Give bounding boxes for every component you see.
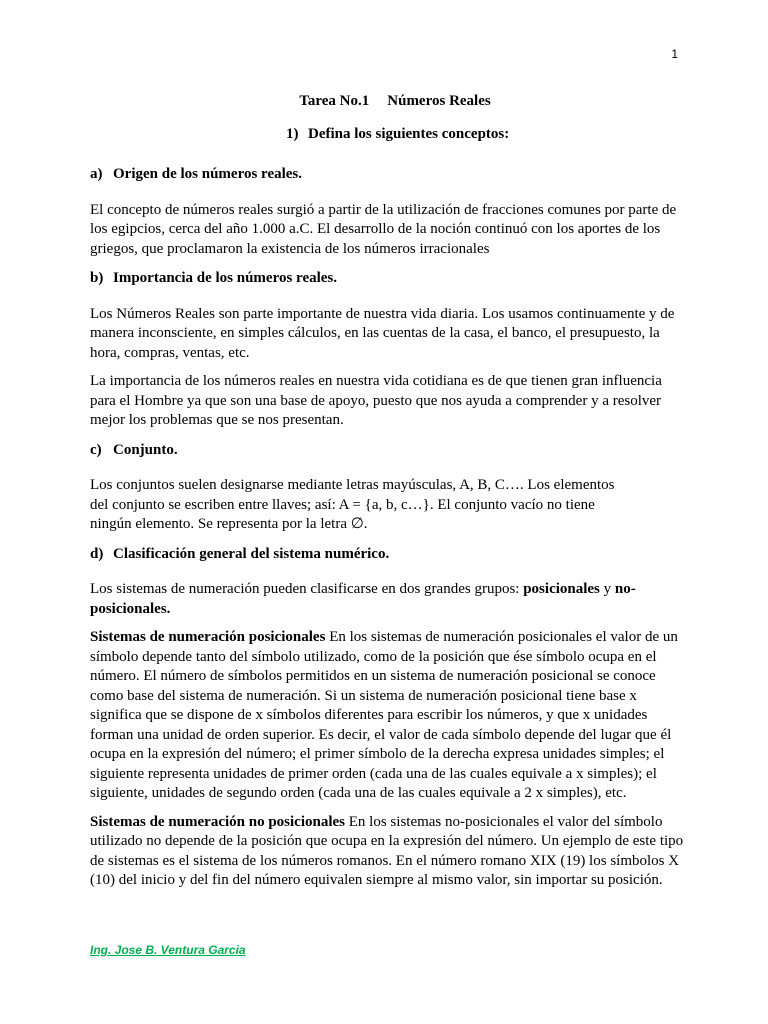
intro-text: Los sistemas de numeración pueden clasificarse en dos grandes grupos: (90, 581, 524, 597)
question-text: Defina los siguientes conceptos: (308, 125, 510, 142)
section-title: Origen de los números reales. (113, 166, 303, 182)
section-title: Clasificación general del sistema numérico. (113, 545, 390, 562)
classification-intro (90, 580, 690, 619)
non-positional-term: no-posicionales. (90, 581, 636, 617)
paragraph: Los conjuntos suelen designarse mediante letras mayúsculas, A, B, C…. Los elementos del conjunto se escriben entre llaves; así: A = {a, b, c…}. El conjunto vacío no tiene ningún elemento. Se representa por la letra ∅. (90, 477, 615, 532)
section-letter: d) (90, 545, 104, 562)
positional-term: posicionales (523, 581, 600, 597)
non-positional-label: Sistemas de numeración no posicionales (90, 813, 346, 830)
title-topic: Números Reales (387, 93, 491, 109)
positional-paragraph (90, 628, 690, 804)
paragraph: El concepto de números reales surgió a partir de la utilización de fracciones comunes por parte de los egipcios, cerca del año 1.000 a.C. El desarrollo de la noción continuó con los aportes de los griegos, que proclamaron la existencia de los números irracionales (90, 201, 677, 257)
section-heading-b (90, 269, 690, 289)
section-heading-d (90, 545, 690, 565)
question-heading (90, 125, 690, 145)
intro-connector: y (599, 581, 615, 597)
document-body (90, 92, 690, 900)
question-number: 1) (286, 125, 299, 142)
positional-text: En los sistemas de numeración posicionales el valor de un símbolo depende tanto del símbolo utilizado, como de la posición que ése símbolo ocupa en el número. El número de símbolos permitidos en un sistema de numeración posicional se conoce como base del sistema de numeración. Si un sistema de numeración posicional tiene base x significa que se dispone de x símbolos diferentes para escribir los números, y que x unidades forman una unidad de orden superior. Es decir, el valor de cada símbolo depende del lugar que él ocupa en la expresión del número; el primer símbolo de la derecha expresa unidades simples; el siguiente representa unidades de primer orden (cada una de las cuales equivale a x simples); el siguiente, unidades de segundo orden (cada una de las cuales equivale a 2 x simples), etc. (90, 629, 678, 801)
section-letter: b) (90, 270, 104, 286)
non-positional-paragraph (90, 813, 690, 891)
section-title: Importancia de los números reales. (113, 270, 338, 286)
section-letter: a) (90, 166, 103, 182)
title-assignment: Tarea No.1 (299, 93, 370, 109)
section-heading-c (90, 441, 690, 461)
footer-author: Ing. Jose B. Ventura Garcia (90, 943, 246, 957)
section-title: Conjunto. (113, 441, 178, 458)
section-heading-a (90, 165, 690, 185)
paragraph: Los Números Reales son parte importante de nuestra vida diaria. Los usamos continuamente y de manera inconsciente, en simples cálculos, en las cuentas de la casa, el banco, el presupuesto, la hora, compras, ventas, etc. (90, 305, 675, 361)
page-title (90, 92, 690, 112)
page-number: 1 (671, 47, 678, 61)
paragraph: La importancia de los números reales en nuestra vida cotidiana es de que tienen gran influencia para el Hombre ya que son una base de apoyo, puesto que nos ayuda a comprender y a resolver mejor los problemas que se nos presentan. (90, 373, 662, 428)
section-letter: c) (90, 441, 102, 458)
positional-label: Sistemas de numeración posicionales (90, 629, 326, 645)
non-positional-text: En los sistemas no-posicionales el valor del símbolo utilizado no depende de la posición que ocupa en la expresión del número. Un ejemplo de este tipo de sistemas es el sistema de los números romanos. En el número romano XIX (19) los símbolos X (10) del inicio y del fin del número equivalen siempre al mismo valor, sin importar su posición. (90, 813, 684, 888)
